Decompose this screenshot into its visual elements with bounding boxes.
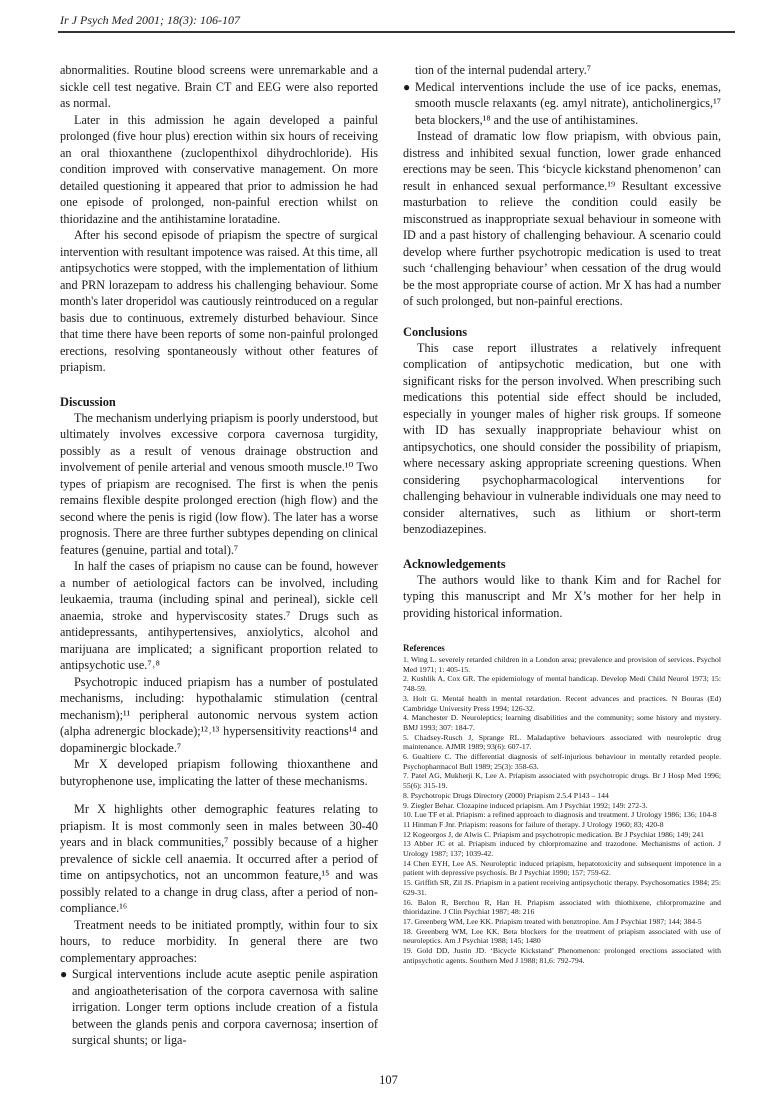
discussion-paragraph-1: The mechanism underlying priapism is poorly understood, but ultimately involves excessive corpora cavernosa turgidity, possibly as a result of venous drainage obstruction and involvement of penile arterial and venous smooth muscle.¹⁰ Two types of priapism are recognised. The first is when the penis remains flexible despite prolonged erection (high flow) and the second where the penis is rigid (low flow). The later has a worse prognosis. There are three further subtypes depending on clinical features (genuine, partial and total).⁷ [60,410,378,557]
list-item [403,62,721,79]
reference-item: 10. Lue TF et al. Priapism: a refined approach to diagnosis and treatment. J Urology 1986; 136; 104-8 [403,810,717,820]
reference-list [403,655,721,966]
reference-item: 1. Wing L. severely retarded children in a London area; prevalence and provision of services. Psychol Med 1971; 1: 405-15. [403,655,721,674]
discussion-paragraph-2: In half the cases of priapism no cause can be found, however a number of aetiological factors can be involved, including leukaemia, trauma (including spinal and perineal), sickle cell anaemia, stroke and hyperviscosity states.⁷ Drugs such as antidepressants, antihypertensives, anxiolytics, alcohol and marijuana are implicated; a significant proportion related to antipsychotic use.⁷˒⁸ [60,559,378,672]
discussion-paragraph-5: Mr X highlights other demographic features relating to priapism. It is most commonly seen in males between 30-40 years and in black communities,⁷ possibly because of a higher prevalence of sickle cell anaemia. It occurred after a period of time on antipsychotics, not an uncommon feature,¹⁵ and was possibly related to a change in drug class, after a period of non-compliance.¹⁶ [60,802,378,915]
reference-item: 2. Kushlik A, Cox GR. The epidemiology of mental handicap. Develop Medi Child Neurol 1973; 15: 748-59. [403,674,721,694]
list-item [403,79,721,129]
discussion-heading: Discussion [60,394,116,409]
conclusions-paragraph: This case report illustrates a relatively infrequent complication of antipsychotic medication, but one with significant risks for the person involved. When prescribing such medications this potential side effect should be included, especially in younger males of higher risk groups. If someone with ID has sexually inappropriate behaviour whist on antipsychotics, one should consider the possibility of priapism, where necessary asking appropriate screening questions. When considering psychopharmacological interventions for challenging behaviour in vulnerable individuals one may need to consider alternatives, such as lithium or short-term benzodiazepines. [403,340,721,536]
references-section [403,643,721,966]
discussion-paragraph-4: Mr X developed priapism following thioxanthene and butyrophenone use, implicating the latter of these mechanisms. [60,757,378,788]
reference-item: 16. Balon R, Berchou R, Han H. Priapism associated with thiothixene, chlorpromazine and thioridazine. J Clin Psychiat 1987; 48: 216 [403,897,721,917]
reference-item: 4. Manchester D. Neuroleptics; learning disabilities and the community; some history and mystery. BMJ 1993; 307: 184-7. [403,713,721,732]
treatment-list-continued [403,62,721,128]
reference-item: 7. Patel AG, Mukherji K, Lee A. Priapism associated with psychotropic drugs. Br J Hosp Med 1996; 55(6): 315-19. [403,771,721,791]
bullet-text: tion of the internal pudendal artery.⁷ [415,63,592,77]
discussion-paragraph-7: Instead of dramatic low flow priapism, with obvious pain, distress and inhibited sexual function, lower grade enhanced erections may be seen. This ‘bicycle kickstand phenomenon’ can result in enhanced sexual performance.¹⁹ Resultant excessive masturbation to relieve the condition could easily be misconstrued as inappropriate sexual behaviour in someone with ID and a past history of challenging behaviour. A scenario could develop where further psychotropic medication is used to treat such ‘challenging behaviour’ when cessation of the drug would be the most appropriate course of action. Mr X has had a number of such prolonged, but non-painful erections. [403,129,721,308]
case-paragraph-3: After his second episode of priapism the spectre of surgical intervention with resultant impotence was raised. At this time, all antipsychotics were stopped, with the implementation of lithium and PRN lorazepam to address his challenging behaviour. Some month's later droperidol was cautiously reintroduced on a regular basis due to continuous, extremely disturbed behaviour. Since that time there have been reports of some non-painful prolonged erections, resolving spontaneously without other features of priapism. [60,228,378,374]
conclusions-heading: Conclusions [403,324,468,339]
header-rule [58,31,735,33]
reference-item: 13 Abber JC et al. Priapism induced by chlorpromazine and trazodone. Mechanisms of action. J Urology 1987; 137; 1039-42. [403,839,721,859]
list-item [60,966,378,1049]
bullet-text: Surgical interventions include acute aseptic penile aspiration and angioatheterisation of the corpora cavernosa with saline irrigation. Longer term options include creation of a fistula between the glands penis and corpora cavernosa; insertion of surgical shunts; or liga- [72,967,378,1047]
case-paragraph-2: Later in this admission he again developed a painful prolonged (five hour plus) erection within six hours of receiving an oral thioxanthene (zuclopenthixol dihydrochloride). His condition improved with conservative management. On more detailed questioning it appeared that prior to admission he had one episode of prolonged, non-painful erection whilst on thioridazine and the antihistamine loratadine. [60,112,378,226]
reference-item: 19. Gold DD, Justin JD. ‘Bicycle Kickstand’ Phenomenon: prolonged erections associated with antipsychotic agents. Southern Med J 1988; 81,6: 792-794. [403,946,721,965]
references-heading: References [403,643,445,653]
discussion-paragraph-6: Treatment needs to be initiated promptly, within four to six hours, to reduce morbidity. In general there are two complementary approaches: [60,917,378,965]
reference-item: 5. Chadsey-Rusch J, Sprange RL. Maladaptive behaviours associated with neuroleptic drug maintenance. AJMR 1989; 93(6): 607-17. [403,732,721,752]
right-column [403,62,721,966]
reference-item: 3. Holt G. Mental health in mental retardation. Recent advances and practices. N Bouras (Ed) Cambridge University Press 1994; 126-32. [403,693,721,713]
acknowledgements-paragraph: The authors would like to thank Kim and for Rachel for typing this manuscript and Mr X’s mother for her help in providing historical information. [403,572,721,620]
reference-item: 18. Greenberg WM, Lee KK. Beta blockers for the treatment of priapism associated with use of neuroleptics. Am J Psychiat 1988; 145; 1480 [403,926,721,946]
reference-item: 8. Psychotropic Drugs Directory (2000) Priapism 2.5.4 P143 – 144 [403,790,609,800]
reference-item: 17. Greenberg WM, Lee KK. Priapism treated with benztropine. Am J Psychiat 1987; 144; 384-5 [403,916,702,926]
reference-item: 14 Chen EYH, Lee AS. Neuroleptic induced priapism, hepatotoxicity and subsequent impotence in a patient with depressive psychosis. Br J Psychiat 1990; 157; 759-62. [403,858,721,878]
running-head: Ir J Psych Med 2001; 18(3): 106-107 [60,13,240,27]
page-number: 107 [379,1073,398,1087]
reference-item: 11 Hinman F Jnr. Priapism: reasons for failure of therapy. J Urology 1960; 83; 420-8 [403,819,664,829]
case-paragraph-1: abnormalities. Routine blood screens were unremarkable and a sickle cell test negative. Brain CT and EEG were also reported as normal. [60,63,378,110]
bullet-icon: ● [60,967,68,981]
treatment-list [60,966,378,1049]
left-column [60,62,378,1049]
bullet-text: Medical interventions include the use of ice packs, enemas, smooth muscle relaxants (eg. amyl nitrate), anticholinergics,¹⁷ beta blockers,¹⁸ and the use of antihistamines. [415,79,721,127]
reference-item: 6. Gualtiere C. The differential diagnosis of self-injurious behaviour in mentally retarded people. Psychopharmacol Bull 1989; 25(3): 358-63. [403,752,721,771]
discussion-paragraph-3: Psychotropic induced priapism has a number of postulated mechanisms, including: hypothalamic stimulation (central mechanism);¹¹ peripheral autonomic nervous system action (alpha adrenergic blockade);¹²˒¹³ hypersensitivity reactions¹⁴ and dopaminergic blockade.⁷ [60,674,378,755]
acknowledgements-heading: Acknowledgements [403,556,506,571]
bullet-icon: ● [403,79,411,94]
reference-item: 12 Kogeorgos J, de Alwis C. Priapism and psychotropic medication. Br J Psychiat 1986; 149; 241 [403,829,704,839]
reference-item: 15. Griffith SR, Zil JS. Priapism in a patient receiving antipsychotic therapy. Psychosomatics 1984; 25: 629-31. [403,878,721,897]
reference-item: 9. Ziegler Behar. Clozapine induced priapism. Am J Psychiat 1992; 149: 272-3. [403,800,648,810]
